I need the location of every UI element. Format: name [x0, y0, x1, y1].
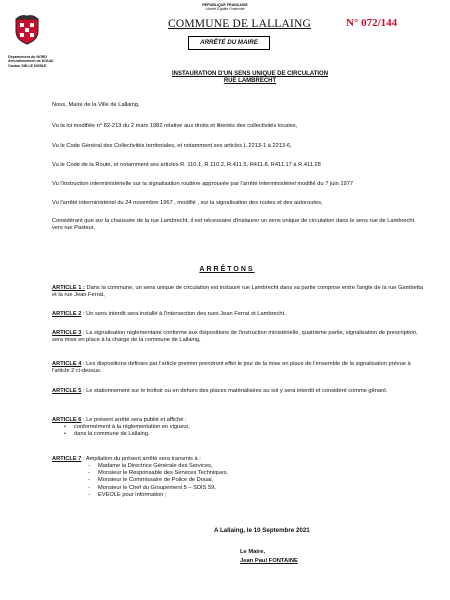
- department-block: [8, 55, 53, 68]
- department-line: Arrondissement de DOUAI: [8, 59, 54, 64]
- article-1: [52, 285, 424, 299]
- article-label: ARTICLE 1 :: [52, 285, 85, 291]
- publication-list: [64, 424, 424, 438]
- document-title: [150, 71, 350, 85]
- article-label: ARTICLE 3: [52, 330, 82, 336]
- article-6: [52, 417, 424, 438]
- article-5: [52, 388, 424, 395]
- article-text: : Le stationnement sur le trottoir ou en dehors des places matérialisées au sol y sera interdit et considéré comme gênant.: [81, 388, 388, 394]
- recipient-list: [88, 463, 424, 499]
- article-label: ARTICLE 4: [52, 361, 82, 367]
- article-label: ARTICLE 5: [52, 388, 82, 394]
- article-label: ARTICLE 7: [52, 456, 82, 462]
- article-label: ARTICLE 2: [52, 311, 82, 317]
- title-line: RUE LAMBRECHT: [223, 78, 277, 85]
- article-text: Dans la commune, un sens unique de circulation est instauré rue Lambrecht dans sa partie comprise entre l'angle de la rue Gambetta et la rue Jean Ferrat,: [52, 285, 423, 299]
- article-label: ARTICLE 6: [52, 417, 82, 423]
- preamble-paragraph: Vu l'arrêté interministériel du 24 novembre 1967 , modifié , sur la signalisation des routes et des autoroutes,: [52, 200, 323, 206]
- preamble-paragraph: Considérant que sur la chaussée de la rue Lambrecht, il est nécessaire d'instaurer un sens unique de circulation dans le sens rue de Lambrecht vers rue Pasteur,: [52, 218, 415, 232]
- list-item: • dans la commune de Lallaing.: [64, 431, 424, 438]
- arrete-label-box: ARRÊTÉ DU MAIRE: [188, 36, 270, 50]
- department-line: Canton SIN LE NOBLE: [8, 63, 47, 68]
- arretons-heading: ARRÊTONS: [199, 266, 255, 273]
- article-3: [52, 330, 424, 344]
- republic-motto: Liberté Égalité Fraternité: [205, 7, 245, 12]
- article-4: [52, 361, 424, 375]
- list-item: - EVEOLE pour information ;: [88, 492, 424, 499]
- preamble-paragraph: Vu la loi modifiée n° 82-213 du 2 mars 1982 relative aux droits et libertés des collectivités locales,: [52, 123, 298, 129]
- preamble-paragraph: Nous, Maire de la Ville de Lallaing,: [52, 102, 140, 108]
- republic-title: RÉPUBLIQUE FRANÇAISE: [202, 3, 248, 7]
- article-7: [52, 456, 424, 499]
- commune-crest-icon: [14, 13, 40, 45]
- preamble-paragraph: Vu le Code de la Route, et notamment ses articles R. 110.1, R.110.2, R.411.5, R411.8, R411.17 à R.411.28: [52, 162, 321, 168]
- list-item: - Monsieur le Responsable des Services Techniques,: [88, 470, 424, 477]
- signature-role: Le Maire,: [240, 549, 266, 555]
- arrete-number: N° 072/144: [346, 17, 398, 29]
- article-text: : Les dispositions définies par l'article premier prendront effet le jour de la mise en place de l'ensemble de la signalisation prévue à l'article 2 ci-dessus.: [52, 361, 411, 375]
- article-text: : Le présent arrêté sera publié et affiché :: [81, 417, 187, 423]
- department-line: Département du NORD: [8, 55, 47, 59]
- list-item: - Monsieur le Chef du Groupement 5 – SDIS 59,: [88, 485, 424, 492]
- article-2: [52, 311, 424, 318]
- title-line: INSTAURATION D'UN SENS UNIQUE DE CIRCULATION: [171, 71, 329, 77]
- list-item: • conformément à la réglementation en vigueur,: [64, 424, 424, 431]
- article-text: : La signalisation réglementaire conforme aux dispositions de l'instruction ministérielle, quatrième partie, signalisation de prescription, sera mise en place à la charge de la commune de Lallaing,: [52, 330, 418, 344]
- article-text: : Ampliation du présent arrêté sera transmis à :: [81, 456, 201, 462]
- commune-title: COMMUNE DE LALLAING: [168, 18, 312, 30]
- preamble-paragraph: Vu l'instruction interministérielle sur la signalisation routière approuvée par l'arrêté interministériel modifié du 7 juin 1977: [52, 181, 354, 187]
- signature-date: A Lallaing, le 10 Septembre 2021: [214, 527, 310, 534]
- article-text: : Un sens interdit sera installé à l'intersection des rues Jean Ferrat et Lambrecht.: [81, 311, 286, 317]
- preamble-paragraph: Vu le Code Général des Collectivités territoriales, et notamment ses articles L.2213-1 à 2213-6,: [52, 143, 292, 149]
- republic-header: [0, 3, 450, 11]
- list-item: - Madame la Directrice Générale des Services,: [88, 463, 424, 470]
- signature-name: Jean Paul FONTAINE: [240, 558, 298, 564]
- list-item: - Monsieur le Commissaire de Police de Douai,: [88, 477, 424, 484]
